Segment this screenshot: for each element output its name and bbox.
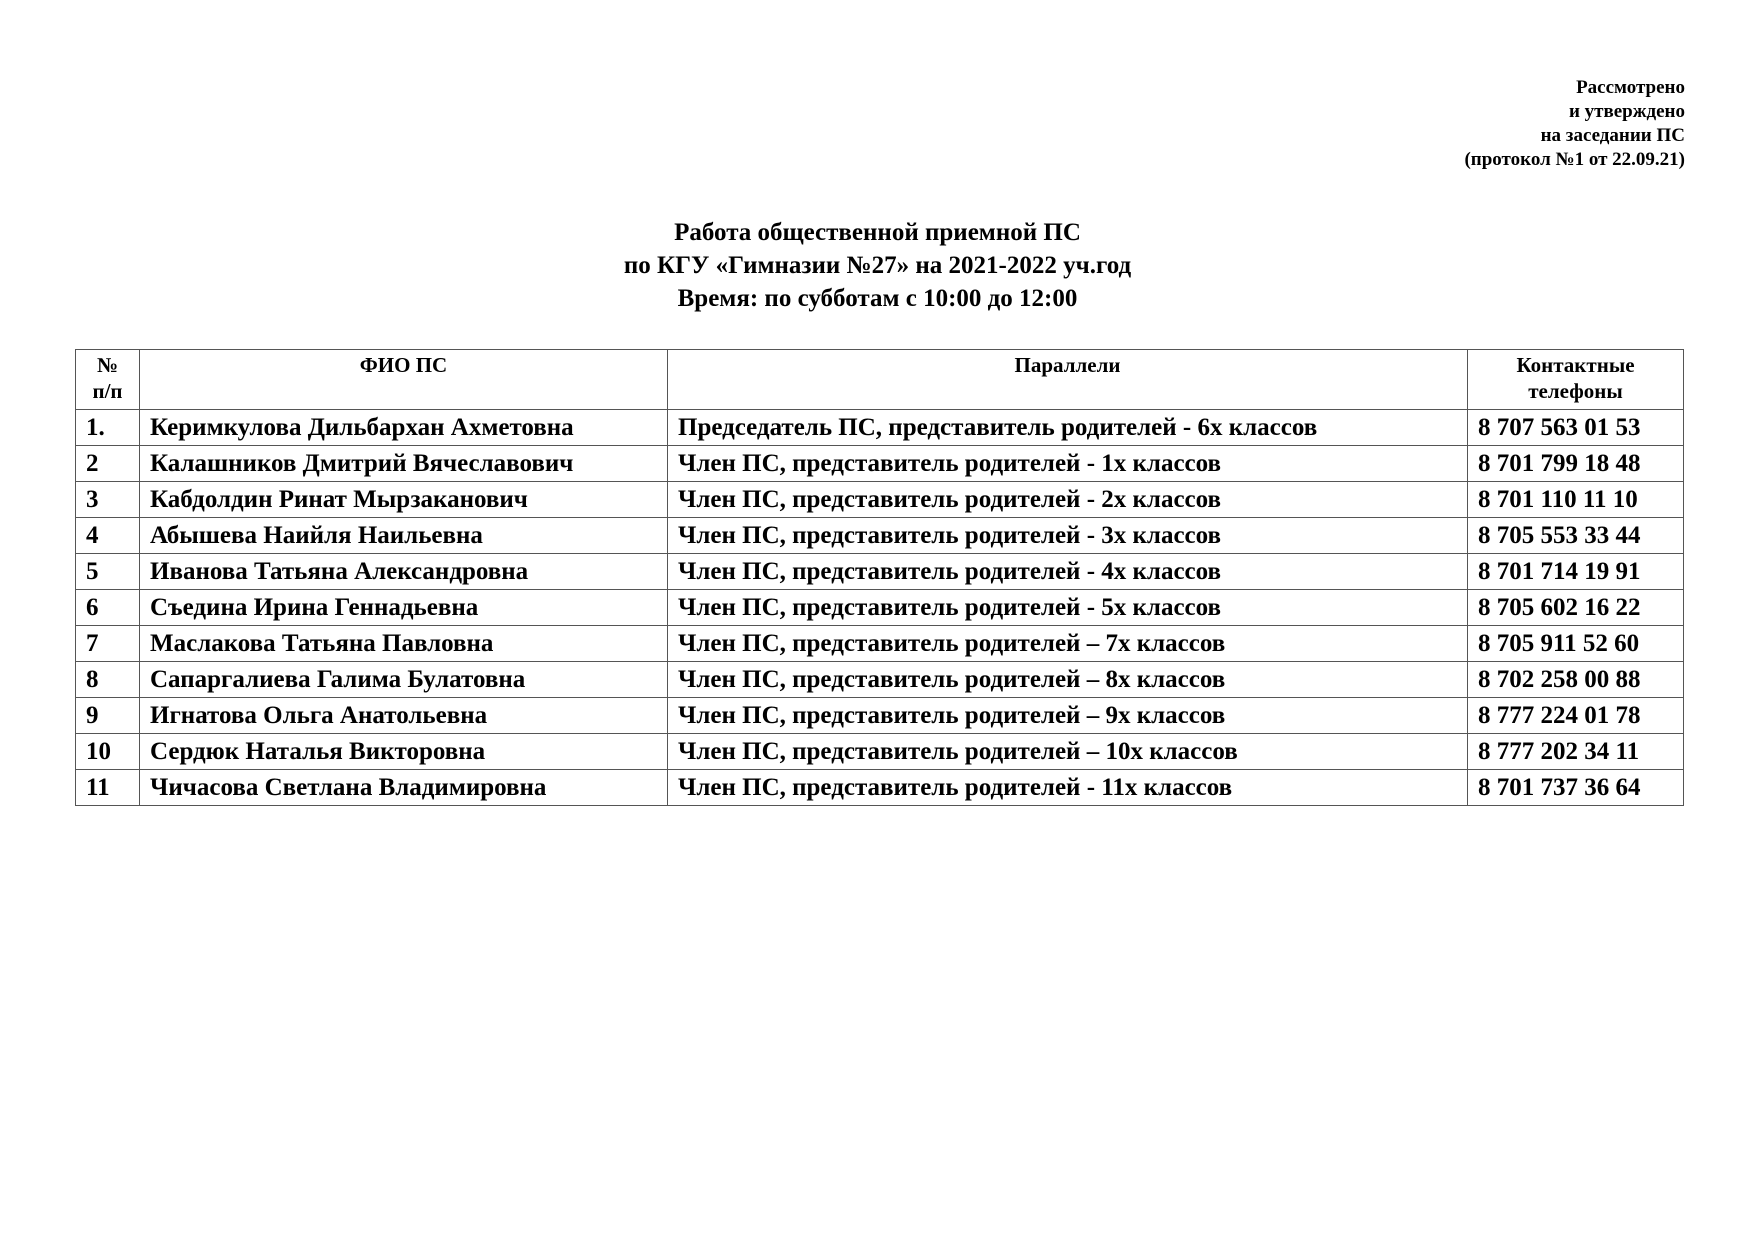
member-phone: 8 705 602 16 22 (1468, 590, 1684, 626)
table-row (76, 626, 1684, 662)
row-number: 8 (76, 662, 140, 698)
member-phone: 8 702 258 00 88 (1468, 662, 1684, 698)
header-number (76, 350, 140, 410)
approval-line: на заседании ПС (1540, 125, 1685, 146)
title-line: Работа общественной приемной ПС (674, 219, 1081, 246)
member-phone: 8 777 224 01 78 (1468, 698, 1684, 734)
title-line: по КГУ «Гимназии №27» на 2021-2022 уч.год (623, 252, 1132, 279)
member-name: Кабдолдин Ринат Мырзаканович (140, 482, 668, 518)
member-role: Член ПС, представитель родителей – 8х классов (668, 662, 1468, 698)
member-role: Член ПС, представитель родителей - 5х классов (668, 590, 1468, 626)
member-name: Сапаргалиева Галима Булатовна (140, 662, 668, 698)
row-number: 3 (76, 482, 140, 518)
member-phone: 8 701 799 18 48 (1468, 446, 1684, 482)
approval-line: и утверждено (1568, 101, 1685, 122)
document-title (0, 216, 1755, 315)
title-line: Время: по субботам с 10:00 до 12:00 (677, 285, 1078, 312)
member-role: Член ПС, представитель родителей - 1х классов (668, 446, 1468, 482)
member-phone: 8 701 110 11 10 (1468, 482, 1684, 518)
member-role: Член ПС, представитель родителей – 7х классов (668, 626, 1468, 662)
member-role: Член ПС, представитель родителей – 9х классов (668, 698, 1468, 734)
table-row (76, 554, 1684, 590)
member-name: Абышева Наийля Наильевна (140, 518, 668, 554)
member-role: Член ПС, представитель родителей - 11х классов (668, 770, 1468, 806)
table-row (76, 446, 1684, 482)
header-phone-line: Контактные (1516, 353, 1635, 377)
member-name: Керимкулова Дильбархан Ахметовна (140, 410, 668, 446)
member-role: Член ПС, представитель родителей – 10х классов (668, 734, 1468, 770)
row-number: 6 (76, 590, 140, 626)
member-name: Сердюк Наталья Викторовна (140, 734, 668, 770)
table-row (76, 662, 1684, 698)
header-phone (1468, 350, 1684, 410)
member-name: Чичасова Светлана Владимировна (140, 770, 668, 806)
row-number: 10 (76, 734, 140, 770)
row-number: 7 (76, 626, 140, 662)
table-row (76, 590, 1684, 626)
table-row (76, 698, 1684, 734)
table-row (76, 410, 1684, 446)
member-phone: 8 705 553 33 44 (1468, 518, 1684, 554)
members-table (75, 349, 1684, 806)
row-number: 1. (76, 410, 140, 446)
member-phone: 8 701 737 36 64 (1468, 770, 1684, 806)
table-row (76, 482, 1684, 518)
header-phone-line: телефоны (1528, 379, 1623, 403)
member-phone: 8 701 714 19 91 (1468, 554, 1684, 590)
table-header-row (76, 350, 1684, 410)
header-parallels: Параллели (668, 350, 1468, 410)
table-row (76, 770, 1684, 806)
member-phone: 8 777 202 34 11 (1468, 734, 1684, 770)
row-number: 4 (76, 518, 140, 554)
header-number-line: № (96, 353, 119, 377)
member-role: Председатель ПС, представитель родителей - 6х классов (668, 410, 1468, 446)
approval-line: (протокол №1 от 22.09.21) (1464, 149, 1685, 170)
header-name: ФИО ПС (140, 350, 668, 410)
row-number: 2 (76, 446, 140, 482)
table-row (76, 734, 1684, 770)
table-row (76, 518, 1684, 554)
member-phone: 8 705 911 52 60 (1468, 626, 1684, 662)
row-number: 11 (76, 770, 140, 806)
member-role: Член ПС, представитель родителей - 2х классов (668, 482, 1468, 518)
member-name: Калашников Дмитрий Вячеславович (140, 446, 668, 482)
member-role: Член ПС, представитель родителей - 3х классов (668, 518, 1468, 554)
member-name: Иванова Татьяна Александровна (140, 554, 668, 590)
member-role: Член ПС, представитель родителей - 4х классов (668, 554, 1468, 590)
approval-stamp (1464, 76, 1685, 172)
member-phone: 8 707 563 01 53 (1468, 410, 1684, 446)
row-number: 9 (76, 698, 140, 734)
row-number: 5 (76, 554, 140, 590)
member-name: Игнатова Ольга Анатольевна (140, 698, 668, 734)
header-number-line: п/п (92, 379, 123, 403)
member-name: Маслакова Татьяна Павловна (140, 626, 668, 662)
member-name: Съедина Ирина Геннадьевна (140, 590, 668, 626)
approval-line: Рассмотрено (1576, 77, 1685, 98)
